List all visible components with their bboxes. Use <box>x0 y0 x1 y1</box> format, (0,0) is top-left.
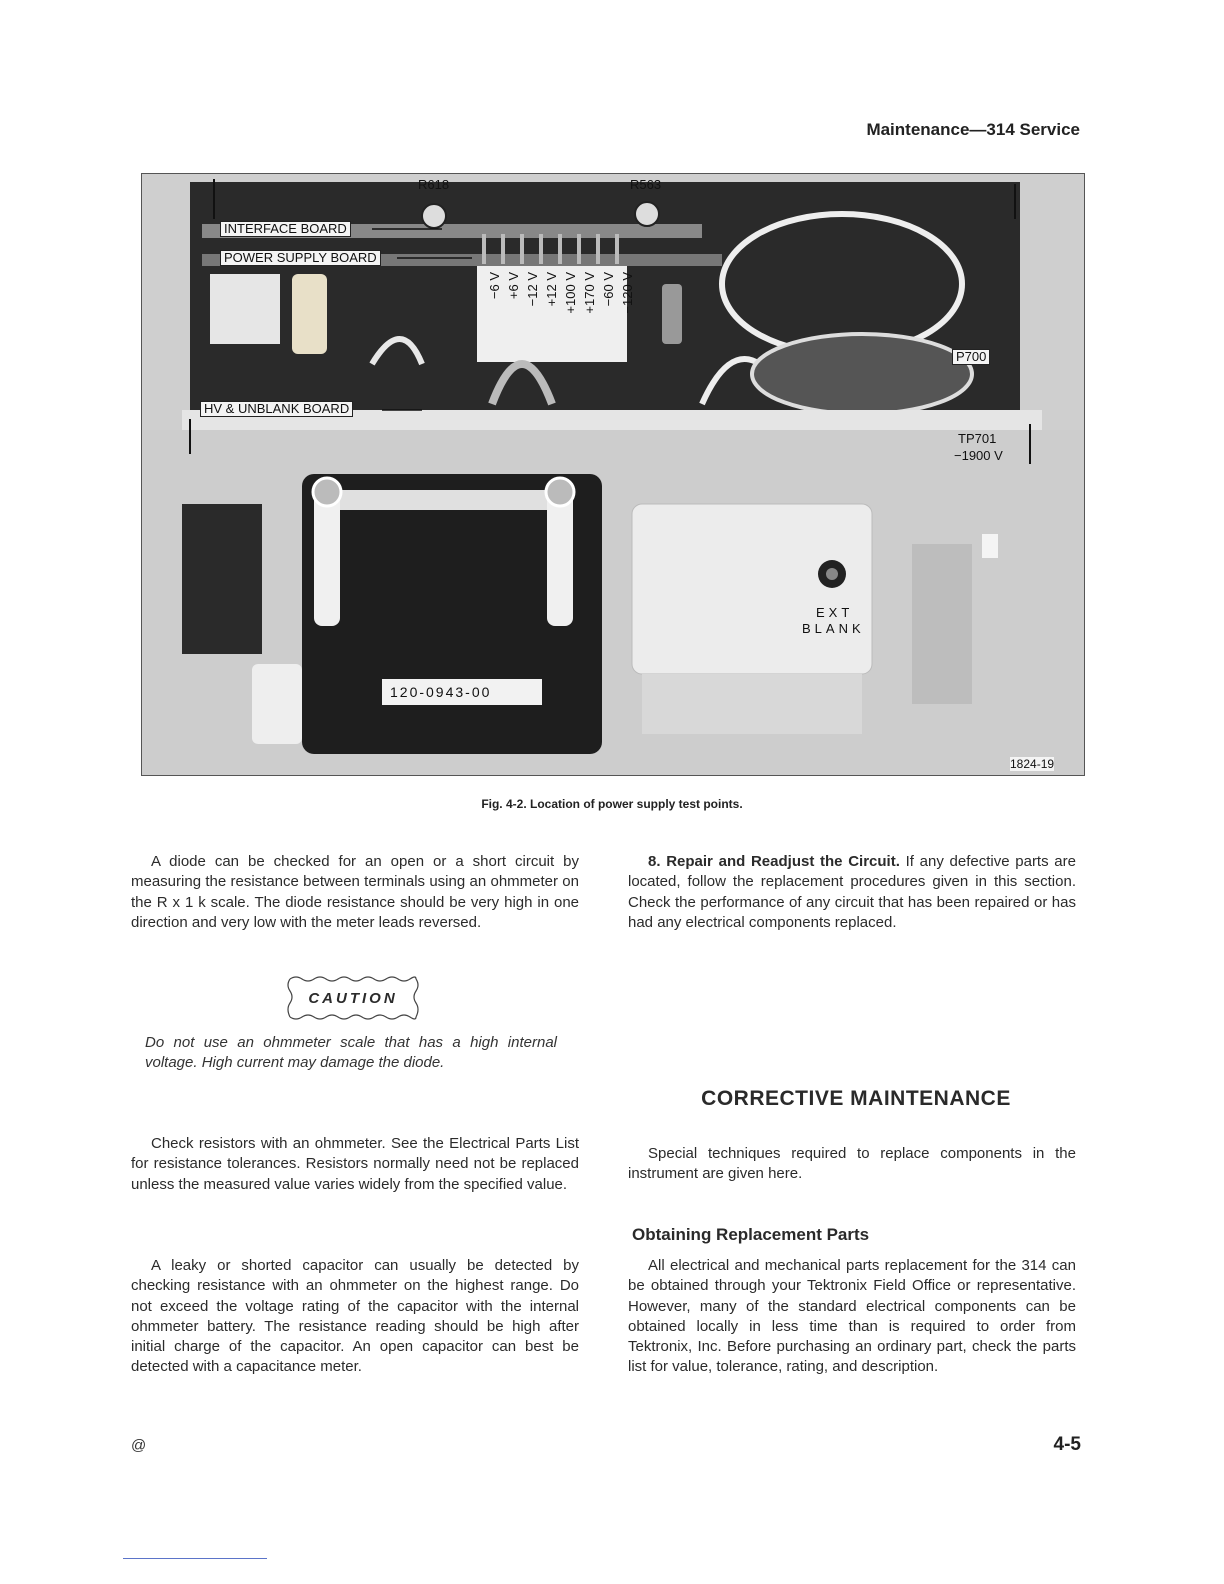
capacitor-paragraph: A leaky or shorted capacitor can usually be detected by checking resistance with an ohmmeter on the highest range. Do not exceed the voltage rating of the capacitor with the internal ohmmeter battery. The resistance reading should be high after initial charge of the capacitor. An open capacitor can best be detected with a capacitance meter. <box>131 1257 579 1376</box>
label-hv-unblank-board: HV & UNBLANK BOARD <box>200 401 353 417</box>
label-power-supply-board: POWER SUPPLY BOARD <box>220 250 381 266</box>
step8-text: If any defective parts are located, follow the replacement procedures given in this section. Check the performance of any circuit that has been repaired or has had any electrical components replaced. <box>628 853 1076 931</box>
running-header: Maintenance—314 Service <box>866 120 1080 139</box>
label-photo-id: 1824-19 <box>1010 757 1055 771</box>
left-column <box>131 852 579 933</box>
section-intro-block <box>628 1144 1076 1185</box>
test-point-label: +170 V <box>582 272 597 314</box>
figure-caption: Fig. 4-2. Location of power supply test points. <box>481 797 743 811</box>
subsection-heading: Obtaining Replacement Parts <box>632 1225 870 1244</box>
test-point-label: +100 V <box>563 272 578 314</box>
diode-paragraph: A diode can be checked for an open or a short circuit by measuring the resistance between terminals using an ohmmeter on the R x 1 k scale. The diode resistance should be very high in one direction and very low with the meter leads reversed. <box>131 853 579 931</box>
page-number: 4-5 <box>1053 1434 1081 1455</box>
caution-box <box>286 975 420 1021</box>
power-supply-photo <box>141 173 1085 776</box>
section-intro: Special techniques required to replace components in the instrument are given here. <box>628 1145 1076 1183</box>
test-point-label: −12 V <box>525 272 540 307</box>
step8-paragraph <box>628 852 1076 933</box>
bottom-rule <box>123 1558 267 1559</box>
test-point-label: +6 V <box>506 272 521 300</box>
label-ext: EXT <box>816 605 854 620</box>
replacement-parts-paragraph: All electrical and mechanical parts replacement for the 314 can be obtained through your Tektronix Field Office or representative. However, many of the standard electrical components can be obtained locally in less time than is required to order from Tektronix, Inc. Before purchasing an ordinary part, check the parts list for value, tolerance, rating, and description. <box>628 1257 1076 1376</box>
label-p700: P700 <box>952 349 990 365</box>
label-tp701-voltage: −1900 V <box>954 448 1003 463</box>
capacitor-block <box>131 1256 579 1378</box>
step8-heading: 8. Repair and Readjust the Circuit. <box>648 853 900 870</box>
label-r618: R618 <box>418 177 450 192</box>
caution-title: CAUTION <box>308 989 398 1007</box>
label-blank: BLANK <box>802 621 865 636</box>
test-point-label: −120 V <box>620 272 635 314</box>
label-r563: R563 <box>630 177 662 192</box>
test-point-label: −6 V <box>487 272 502 300</box>
caution-text: Do not use an ohmmeter scale that has a high internal voltage. High current may damage the diode. <box>145 1034 557 1072</box>
replacement-parts-block <box>628 1256 1076 1378</box>
test-point-label: −60 V <box>601 272 616 307</box>
section-heading: CORRECTIVE MAINTENANCE <box>701 1087 1011 1110</box>
label-part-number: 120-0943-00 <box>390 684 492 700</box>
resistor-block <box>131 1134 579 1195</box>
test-point-label: +12 V <box>544 272 559 307</box>
resistor-paragraph: Check resistors with an ohmmeter. See the Electrical Parts List for resistance tolerances. Resistors normally need not be replaced unless the measured value varies widely from the specified value. <box>131 1135 579 1193</box>
footer-mark: @ <box>131 1437 147 1454</box>
label-interface-board: INTERFACE BOARD <box>220 221 351 237</box>
label-tp701: TP701 <box>958 431 997 446</box>
right-column <box>628 852 1076 933</box>
